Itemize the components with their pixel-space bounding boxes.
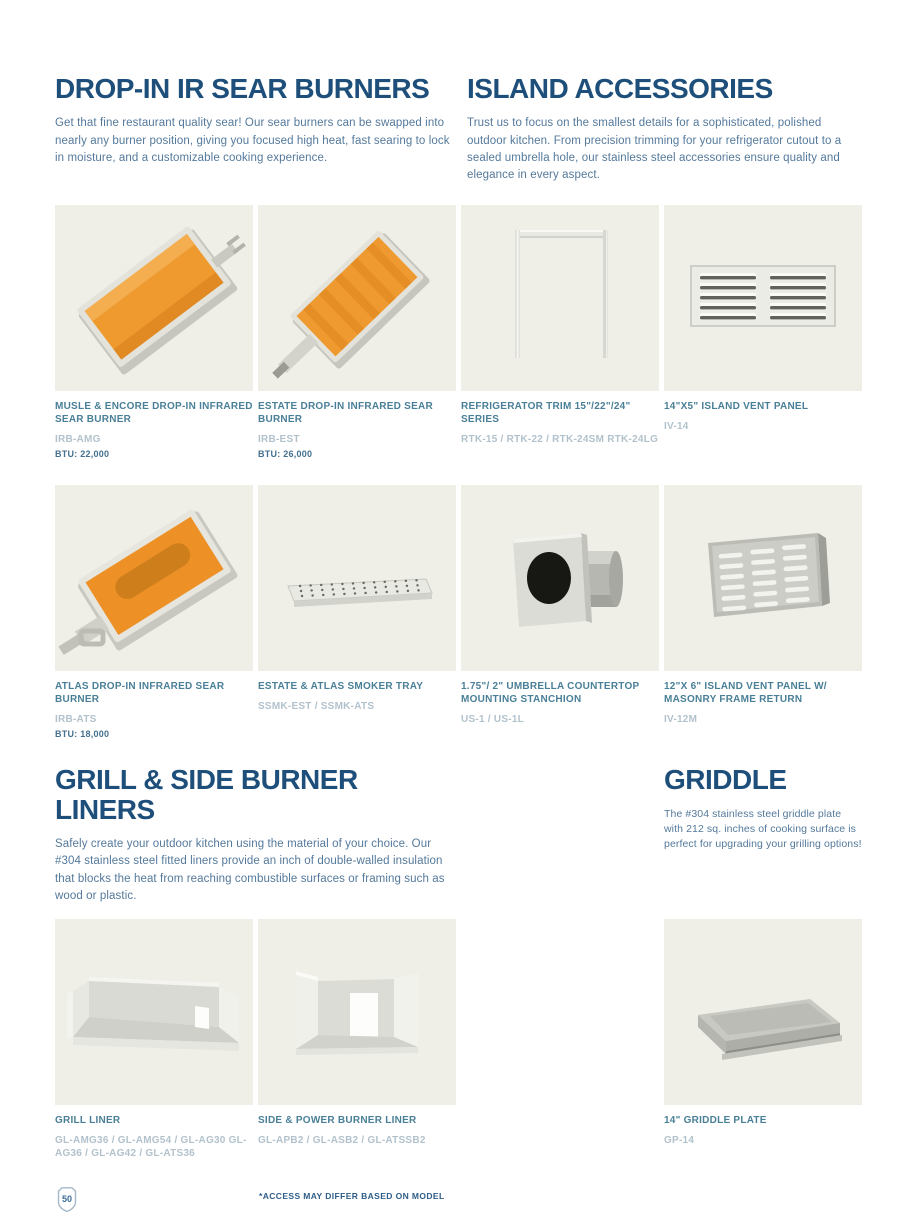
product-label [664, 1105, 862, 1172]
product-btu: BTU: 22,000 [55, 449, 110, 460]
section-grill-side-burner-liners [55, 765, 456, 905]
product-label [258, 391, 456, 485]
product-image-estate-sear-burner [258, 205, 456, 391]
top-section-headers [55, 74, 864, 184]
product-grid-top [55, 205, 864, 765]
infrared-sear-burner-illustration [55, 485, 253, 671]
section-description-griddle: The #304 stainless steel griddle plate with 212 sq. inches of cooking surface is perfect for upgrading your grilling options! [664, 807, 862, 851]
side-burner-liner-illustration [258, 919, 456, 1105]
product-card [461, 485, 659, 765]
product-sku: IRB-ATS [55, 714, 97, 726]
product-label [55, 1105, 253, 1172]
product-image-refrigerator-trim [461, 205, 659, 391]
product-image-atlas-sear-burner [55, 485, 253, 671]
product-grid-bottom [55, 919, 864, 1172]
product-name: ATLAS DROP-IN INFRARED SEAR BURNER [55, 681, 225, 706]
section-description-island-accessories: Trust us to focus on the smallest details for a sophisticated, polished outdoor kitchen. From precision trimming for your refrigerator cutout to a sealed umbrella hole, our stainless steel accessories ensure quality and elegance in every aspect. [467, 117, 842, 182]
product-name: ESTATE DROP-IN INFRARED SEAR BURNER [258, 401, 433, 426]
product-sku: GP-14 [664, 1135, 695, 1147]
page-footer [55, 1186, 864, 1214]
section-title-sear-burners: DROP-IN IR SEAR BURNERS [55, 73, 430, 104]
section-title-liners: GRILL & SIDE BURNER LINERS [55, 764, 358, 825]
product-image-umbrella-stanchion [461, 485, 659, 671]
product-card [55, 919, 253, 1172]
product-image-smoker-tray [258, 485, 456, 671]
product-sku: IV-14 [664, 421, 689, 433]
product-card [664, 485, 862, 765]
product-card [664, 205, 862, 485]
product-image-side-burner-liner [258, 919, 456, 1105]
product-name: 14" GRIDDLE PLATE [664, 1115, 767, 1127]
griddle-plate-illustration [664, 919, 862, 1105]
product-card [258, 919, 456, 1172]
grill-liner-illustration [55, 919, 253, 1105]
product-sku: RTK-15 / RTK-22 / RTK-24SM RTK-24LG [461, 434, 659, 446]
product-sku: IRB-AMG [55, 434, 101, 446]
product-label [461, 671, 659, 765]
product-card [258, 205, 456, 485]
product-name: MUSLE & ENCORE DROP-IN INFRARED SEAR BURNER [55, 401, 253, 426]
product-name: GRILL LINER [55, 1115, 121, 1127]
section-description-liners: Safely create your outdoor kitchen using the material of your choice. Our #304 stainless steel fitted liners provide an inch of double-walled insulation that blocks the heat from reaching combustible surfaces or framing such as wood or plastic. [55, 838, 445, 902]
product-card [55, 485, 253, 765]
product-label [55, 671, 253, 765]
product-name: 12"X 6" ISLAND VENT PANEL W/ MASONRY FRAME RETURN [664, 681, 827, 706]
perforated-smoker-tray-illustration [258, 485, 456, 671]
page-number: 50 [61, 1194, 73, 1205]
product-label [664, 671, 862, 765]
product-card [55, 205, 253, 485]
product-sku: SSMK-EST / SSMK-ATS [258, 701, 375, 713]
empty-grid-cell [461, 919, 659, 1172]
product-card [664, 919, 862, 1172]
product-btu: BTU: 18,000 [55, 729, 110, 740]
umbrella-stanchion-illustration [461, 485, 659, 671]
product-sku: IRB-EST [258, 434, 300, 446]
masonry-vent-panel-illustration [664, 485, 862, 671]
footnote-text: *ACCESS MAY DIFFER BASED ON MODEL [259, 1191, 445, 1202]
section-title-island-accessories: ISLAND ACCESSORIES [467, 73, 773, 104]
product-label [55, 391, 253, 485]
product-label [461, 391, 659, 485]
product-name: ESTATE & ATLAS SMOKER TRAY [258, 681, 424, 693]
product-image-island-vent-panel [664, 205, 862, 391]
section-description-sear-burners: Get that fine restaurant quality sear! Our sear burners can be swapped into nearly any burner position, giving you focused high heat, fast searing to lock in moisture, and a customizable cooking experience. [55, 117, 450, 164]
product-label [258, 671, 456, 765]
product-sku: GL-APB2 / GL-ASB2 / GL-ATSSB2 [258, 1135, 426, 1147]
product-image-masonry-vent-panel [664, 485, 862, 671]
louvered-vent-panel-illustration [664, 205, 862, 391]
product-image-griddle-plate [664, 919, 862, 1105]
product-sku: IV-12M [664, 714, 698, 726]
product-label [258, 1105, 456, 1172]
product-sku: GL-AMG36 / GL-AMG54 / GL-AG30 GL-AG36 / GL-AG42 / GL-ATS36 [55, 1135, 247, 1160]
product-btu: BTU: 26,000 [258, 449, 313, 460]
product-label [664, 391, 862, 485]
product-name: 1.75"/ 2" UMBRELLA COUNTERTOP MOUNTING STANCHION [461, 681, 640, 706]
section-title-griddle: GRIDDLE [664, 764, 787, 796]
section-island-accessories [467, 74, 864, 184]
section-griddle [664, 765, 862, 905]
product-image-musle-encore-sear-burner [55, 205, 253, 391]
page-number-badge [55, 1186, 79, 1214]
infrared-sear-burner-illustration [55, 205, 253, 391]
product-card [461, 205, 659, 485]
product-name: 14"X5" ISLAND VENT PANEL [664, 401, 809, 413]
product-sku: US-1 / US-1L [461, 714, 525, 726]
section-drop-in-ir-sear-burners [55, 74, 455, 184]
infrared-sear-burner-illustration [258, 205, 456, 391]
product-name: SIDE & POWER BURNER LINER [258, 1115, 417, 1127]
product-card [258, 485, 456, 765]
product-name: REFRIGERATOR TRIM 15"/22"/24" SERIES [461, 401, 631, 426]
refrigerator-trim-illustration [461, 205, 659, 391]
product-image-grill-liner [55, 919, 253, 1105]
bottom-section-headers [55, 765, 864, 905]
